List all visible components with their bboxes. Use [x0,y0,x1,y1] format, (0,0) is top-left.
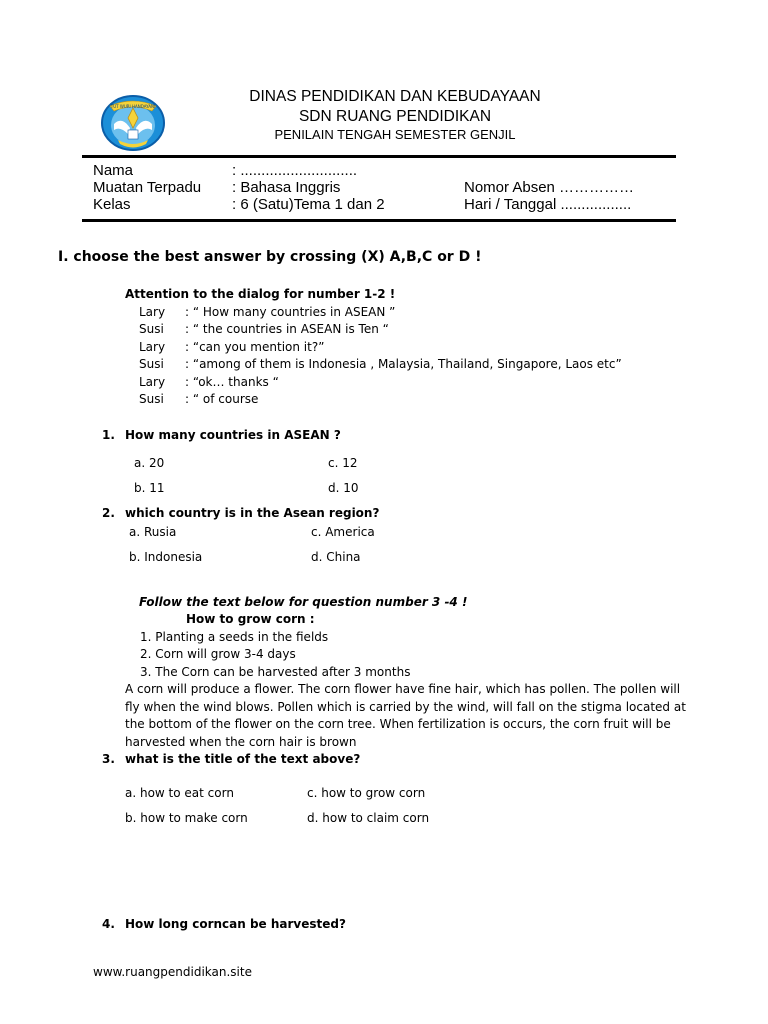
nomor-absen: Nomor Absen …………… [464,179,635,196]
reading-step: 1. Planting a seeds in the fields [140,630,329,644]
reading-title: How to grow corn : [186,612,315,626]
option-a[interactable]: a. Rusia [129,525,177,539]
reading-paragraph-line: the bottom of the flower on the corn tree. When fertilization is occurs, the corn fruit will be [125,717,671,731]
question-text: which country is in the Asean region? [125,506,380,520]
reading-intro: Follow the text below for question number 3 -4 ! [139,595,468,609]
option-c[interactable]: c. America [311,525,375,539]
reading-paragraph-line: harvested when the corn hair is brown [125,735,357,749]
question-number: 4. [102,917,115,931]
dialog-line: : “among of them is Indonesia , Malaysia, Thailand, Singapore, Laos etc” [185,357,622,371]
option-b[interactable]: b. Indonesia [129,550,203,564]
dialog-intro: Attention to the dialog for number 1-2 ! [125,287,396,301]
dialog-speaker: Lary [139,305,166,319]
footer-url[interactable]: www.ruangpendidikan.site [93,965,252,979]
reading-paragraph-line: fly when the wind blows. Pollen which is carried by the wind, will fall on the stigma located at [125,700,686,714]
kelas-value: : 6 (Satu)Tema 1 dan 2 [232,196,385,213]
question-number: 3. [102,752,115,766]
muatan-value: : Bahasa Inggris [232,179,341,196]
dialog-speaker: Susi [139,322,164,336]
question-text: How long corncan be harvested? [125,917,346,931]
dialog-speaker: Lary [139,340,166,354]
option-c[interactable]: c. how to grow corn [307,786,426,800]
option-d[interactable]: d. China [311,550,361,564]
question-text: How many countries in ASEAN ? [125,428,341,442]
dialog-line: : “ the countries in ASEAN is Ten “ [185,322,389,336]
header-rule-bottom [82,219,676,222]
muatan-label: Muatan Terpadu [93,179,202,196]
question-number: 2. [102,506,115,520]
option-b[interactable]: b. how to make corn [125,811,248,825]
header-school: SDN RUANG PENDIDIKAN [298,108,492,125]
dialog-line: : “can you mention it?” [185,340,325,354]
option-d[interactable]: d. how to claim corn [307,811,430,825]
reading-step: 3. The Corn can be harvested after 3 months [140,665,411,679]
hari-tanggal: Hari / Tanggal ................. [464,196,632,213]
header-agency: DINAS PENDIDIKAN DAN KEBUDAYAAN [249,88,541,105]
option-b[interactable]: b. 11 [134,481,165,495]
question-text: what is the title of the text above? [125,752,361,766]
dialog-line: : “ok… thanks “ [185,375,279,389]
option-a[interactable]: a. how to eat corn [125,786,234,800]
logo-text: TUT WURI HANDAYANI [110,104,156,109]
option-d[interactable]: d. 10 [328,481,359,495]
header-exam: PENILAIN TENGAH SEMESTER GENJIL [274,127,516,142]
reading-step: 2. Corn will grow 3-4 days [140,647,296,661]
nama-label: Nama [93,162,134,179]
section-title: I. choose the best answer by crossing (X) A,B,C or D ! [58,249,482,265]
dialog-line: : “ of course [185,392,259,406]
nama-value: : ............................ [232,162,358,179]
dialog-speaker: Susi [139,357,164,371]
header-rule-top [82,155,676,158]
option-c[interactable]: c. 12 [328,456,358,470]
kelas-label: Kelas [93,196,131,213]
question-number: 1. [102,428,115,442]
option-a[interactable]: a. 20 [134,456,165,470]
dialog-line: : “ How many countries in ASEAN ” [185,305,396,319]
dialog-speaker: Lary [139,375,166,389]
reading-paragraph-line: A corn will produce a flower. The corn flower have fine hair, which has pollen. The pollen will [125,682,681,696]
dialog-speaker: Susi [139,392,164,406]
